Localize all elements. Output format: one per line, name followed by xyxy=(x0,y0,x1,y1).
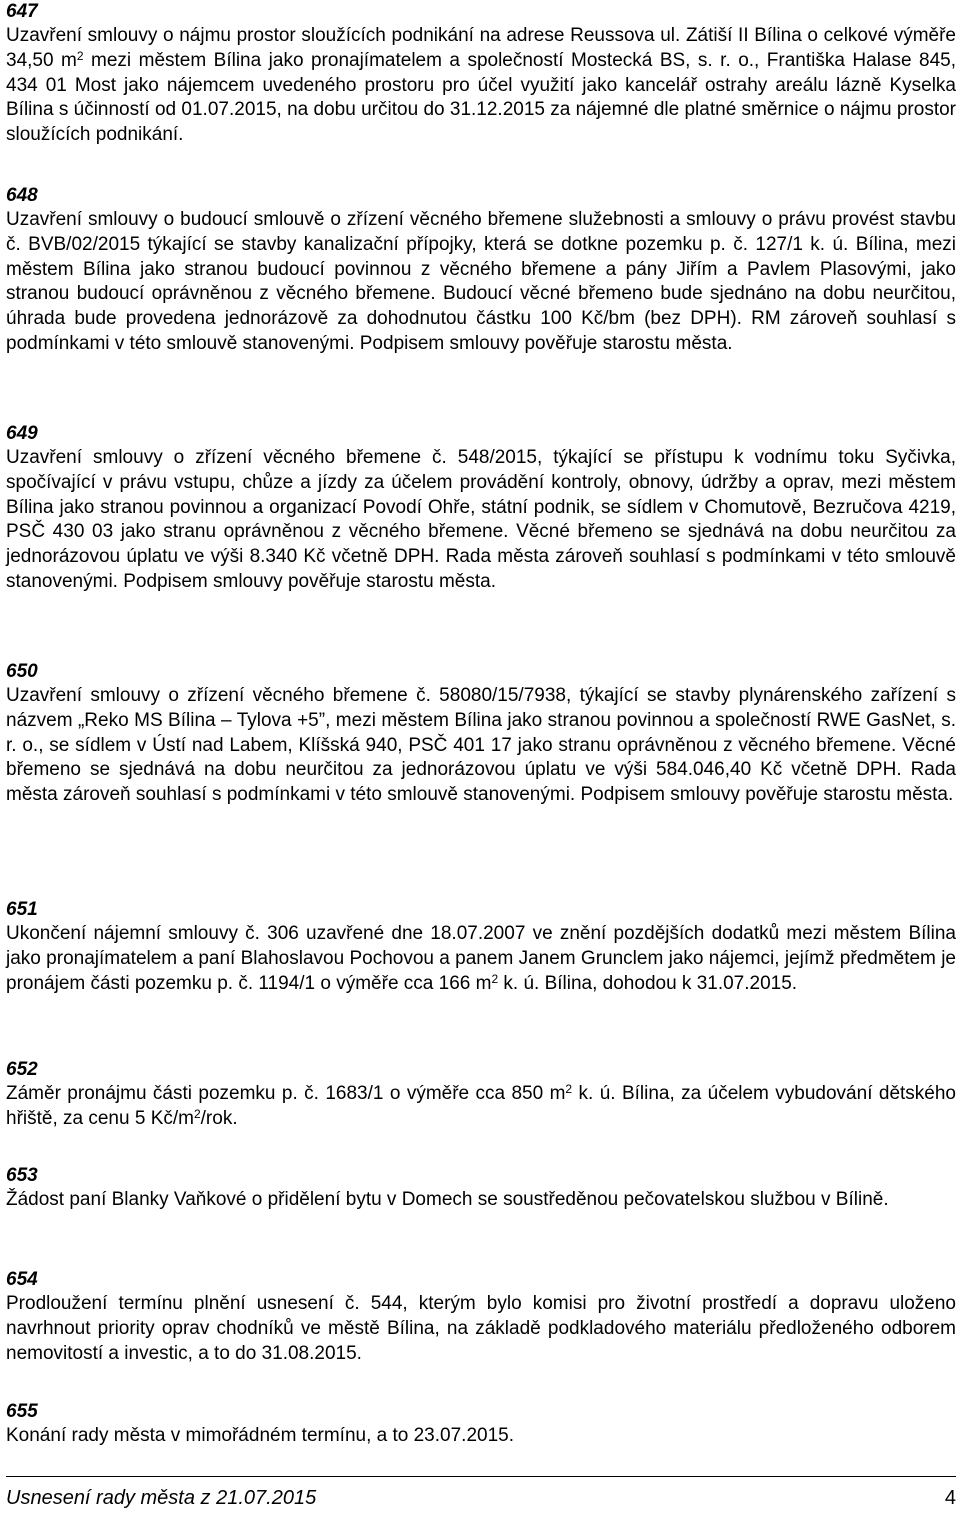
resolution-text-part: Konání rady města v mimořádném termínu, a to 23.07.2015. xyxy=(6,1425,514,1446)
superscript: 2 xyxy=(193,1106,201,1121)
resolution-number: 653 xyxy=(6,1165,38,1186)
resolution-text-part: Prodloužení termínu plnění usnesení č. 544, kterým bylo komisi pro životní prostředí a dopravu uloženo navrhnout priority oprav chodníků ve městě Bílina, na základě podkladového materiálu předloženého odborem nemovitostí a investic, a to do 31.08.2015. xyxy=(6,1293,956,1364)
resolution-652 xyxy=(6,1058,956,1132)
resolution-649 xyxy=(6,422,956,595)
resolution-number: 650 xyxy=(6,661,38,682)
resolution-648 xyxy=(6,184,956,357)
resolution-text xyxy=(6,684,956,808)
resolution-653 xyxy=(6,1164,956,1213)
resolution-number: 654 xyxy=(6,1269,38,1290)
resolution-text-part: k. ú. Bílina, za účelem vybudování dětského hřiště, za cenu 5 Kč/m xyxy=(6,1083,956,1129)
resolution-text xyxy=(6,446,956,595)
resolution-number: 648 xyxy=(6,185,38,206)
resolution-text-part: Ukončení nájemní smlouvy č. 306 uzavřené dne 18.07.2007 ve znění pozdějších dodatků mezi městem Bílina jako pronajímatelem a paní Blahoslavou Pochovou a panem Janem Grunclem jako nájemci, jejímž předmětem je pronájem části pozemku p. č. 1194/1 o výměře cca 166 m xyxy=(6,923,956,994)
resolution-text xyxy=(6,1292,956,1366)
resolution-number: 649 xyxy=(6,423,38,444)
resolution-text xyxy=(6,208,956,357)
resolution-text-part: Žádost paní Blanky Vaňkové o přidělení bytu v Domech se soustředěnou pečovatelskou službou v Bílině. xyxy=(6,1189,889,1210)
resolution-text-part: k. ú. Bílina, dohodou k 31.07.2015. xyxy=(498,972,798,994)
resolution-650 xyxy=(6,660,956,808)
superscript: 2 xyxy=(491,971,499,986)
resolution-text xyxy=(6,1082,956,1132)
resolution-number: 655 xyxy=(6,1401,38,1422)
resolution-655 xyxy=(6,1400,956,1449)
resolution-text-part: Záměr pronájmu části pozemku p. č. 1683/1 o výměře cca 850 m xyxy=(6,1083,566,1104)
footer-divider xyxy=(6,1476,956,1477)
footer-title: Usnesení rady města z 21.07.2015 xyxy=(6,1487,317,1509)
resolution-text-part: mezi městem Bílina jako pronajímatelem a společností Mostecká BS, s. r. o., Františka Halase 845, 434 01 Most jako nájemcem uvedeného prostoru pro účel využití jako kancelář ostrahy areálu lázně Kyselka Bílina s účinností od 01.07.2015, na dobu určitou do 31.12.2015 za nájemné dle platné směrnice o nájmu prostor sloužících podnikání. xyxy=(6,49,957,146)
resolution-654 xyxy=(6,1268,956,1366)
resolution-number: 647 xyxy=(6,1,38,22)
superscript: 2 xyxy=(565,1082,573,1096)
resolution-text xyxy=(6,24,956,148)
resolution-text xyxy=(6,1424,956,1449)
resolution-number: 651 xyxy=(6,899,38,920)
superscript: 2 xyxy=(76,48,84,63)
resolution-text-part: Uzavření smlouvy o zřízení věcného břemene č. 58080/15/7938, týkající se stavby plynárenského zařízení s názvem „Reko MS Bílina – Tylova +5”, mezi městem Bílina jako stranou povinnou a společností RWE GasNet, s. r. o., se sídlem v Ústí nad Labem, Klíšská 940, PSČ 401 17 jako stranu oprávněnou z věcného břemene. Věcné břemeno se sjednává na dobu neurčitou za jednorázovou úplatu ve výši 584.046,40 Kč včetně DPH. Rada města zároveň souhlasí s podmínkami v této smlouvě stanovenými. Podpisem smlouvy pověřuje starostu města. xyxy=(6,685,956,806)
page-footer xyxy=(6,1486,956,1510)
page-number: 4 xyxy=(944,1487,956,1509)
resolution-text-part: Uzavření smlouvy o budoucí smlouvě o zřízení věcného břemene služebnosti a smlouvy o právu provést stavbu č. BVB/02/2015 týkající se stavby kanalizační přípojky, která se dotkne pozemku p. č. 127/1 k. ú. Bílina, mezi městem Bílina jako stranou budoucí povinnou z věcného břemene a pány Jiřím a Pavlem Plasovými, jako stranou budoucí oprávněnou z věcného břemene. Budoucí věcné břemeno bude sjednáno na dobu neurčitou, úhrada bude provedena jednorázově za dohodnutou částku 100 Kč/bm (bez DPH). RM zároveň souhlasí s podmínkami v této smlouvě stanovenými. Podpisem smlouvy pověřuje starostu města. xyxy=(6,209,956,354)
resolution-number: 652 xyxy=(6,1059,38,1080)
resolution-text-part: Uzavření smlouvy o nájmu prostor sloužících podnikání na adrese Reussova ul. Zátiší II Bílina o celkové výměře 34,50 m xyxy=(6,25,956,71)
resolution-651 xyxy=(6,898,956,996)
resolution-text-part: /rok. xyxy=(200,1107,238,1129)
resolution-text-part: Uzavření smlouvy o zřízení věcného břemene č. 548/2015, týkající se přístupu k vodnímu toku Syčivka, spočívající v právu vstupu, chůze a jízdy za účelem provádění kontroly, obnovy, údržby a oprav, mezi městem Bílina jako stranou povinnou a organizací Povodí Ohře, státní podnik, se sídlem v Chomutově, Bezručova 4219, PSČ 430 03 jako stranu oprávněnou z věcného břemene. Věcné břemeno se sjednává na dobu neurčitou za jednorázovou úplatu ve výši 8.340 Kč včetně DPH. Rada města zároveň souhlasí s podmínkami v této smlouvě stanovenými. Podpisem smlouvy pověřuje starostu města. xyxy=(6,447,956,592)
resolution-text xyxy=(6,922,956,996)
resolution-text xyxy=(6,1188,956,1213)
resolution-647 xyxy=(6,0,956,148)
